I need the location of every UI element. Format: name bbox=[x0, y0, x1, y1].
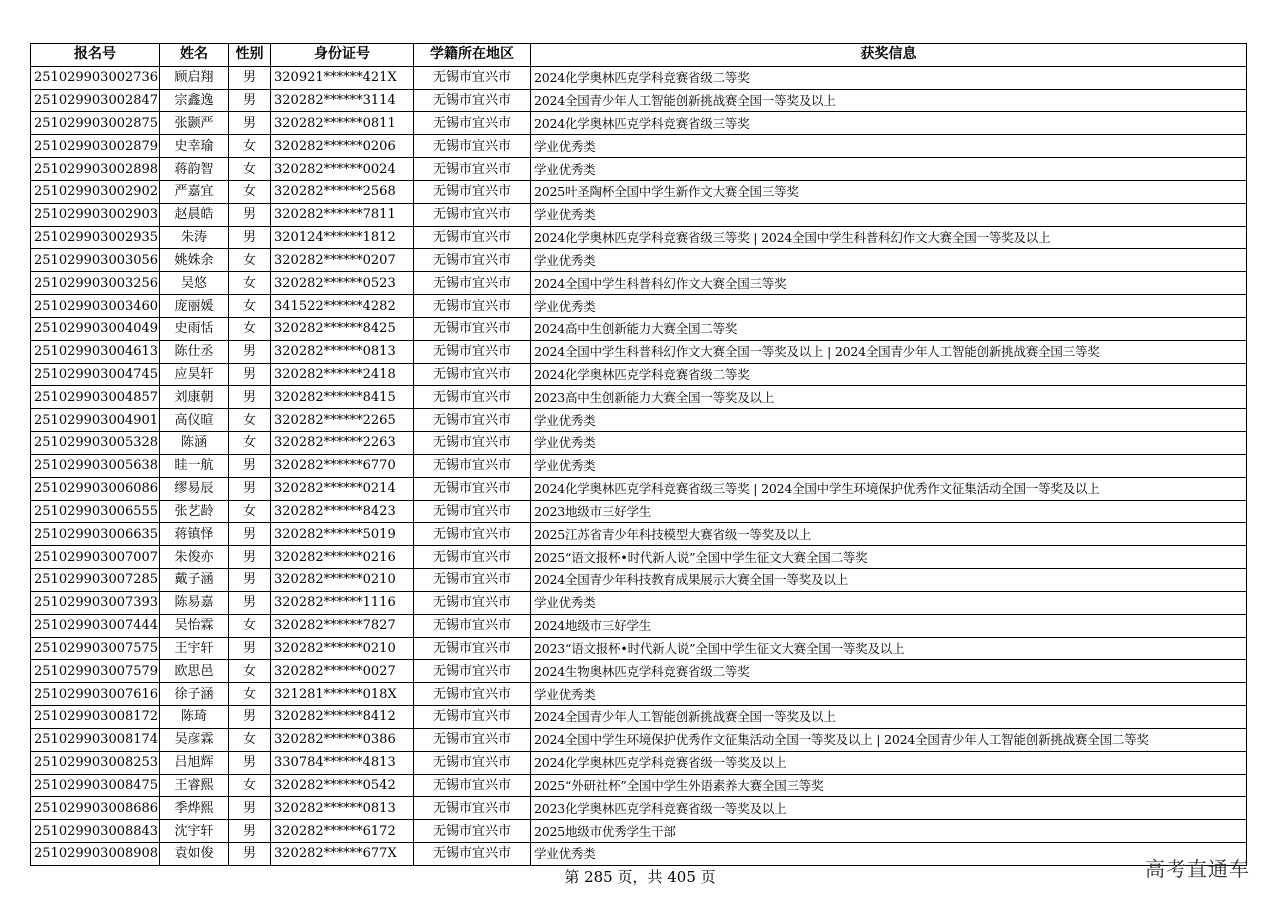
table-row bbox=[31, 272, 1247, 295]
cell-region: 无锡市宜兴市 bbox=[414, 637, 531, 660]
cell-gender: 女 bbox=[229, 500, 271, 523]
cell-award-info: 学业优秀类 bbox=[531, 249, 1247, 272]
cell-region: 无锡市宜兴市 bbox=[414, 66, 531, 89]
cell-region: 无锡市宜兴市 bbox=[414, 135, 531, 158]
cell-region: 无锡市宜兴市 bbox=[414, 89, 531, 112]
cell-registration-no: 251029903007575 bbox=[31, 637, 160, 660]
table-row bbox=[31, 591, 1247, 614]
cell-id-number: 320282******0216 bbox=[271, 546, 414, 569]
cell-id-number: 320282******1116 bbox=[271, 591, 414, 614]
cell-award-info: 2024化学奥林匹克学科竞赛省级三等奖 | 2024全国中学生环境保护优秀作文征集活动全国一等奖及以上 bbox=[531, 477, 1247, 500]
cell-gender: 男 bbox=[229, 842, 271, 865]
cell-gender: 女 bbox=[229, 614, 271, 637]
cell-gender: 男 bbox=[229, 569, 271, 592]
cell-id-number: 320282******0523 bbox=[271, 272, 414, 295]
cell-id-number: 320282******6172 bbox=[271, 820, 414, 843]
cell-region: 无锡市宜兴市 bbox=[414, 728, 531, 751]
table-row bbox=[31, 386, 1247, 409]
table-row bbox=[31, 797, 1247, 820]
cell-gender: 男 bbox=[229, 340, 271, 363]
cell-name: 沈宇轩 bbox=[160, 820, 229, 843]
cell-id-number: 320282******0210 bbox=[271, 637, 414, 660]
cell-id-number: 320282******0813 bbox=[271, 797, 414, 820]
cell-name: 吴彦霖 bbox=[160, 728, 229, 751]
cell-award-info: 学业优秀类 bbox=[531, 683, 1247, 706]
cell-id-number: 320282******0214 bbox=[271, 477, 414, 500]
table-row bbox=[31, 774, 1247, 797]
cell-registration-no: 251029903005638 bbox=[31, 454, 160, 477]
cell-gender: 男 bbox=[229, 797, 271, 820]
cell-id-number: 320282******0206 bbox=[271, 135, 414, 158]
cell-id-number: 320282******7827 bbox=[271, 614, 414, 637]
cell-id-number: 321281******018X bbox=[271, 683, 414, 706]
cell-registration-no: 251029903002879 bbox=[31, 135, 160, 158]
cell-registration-no: 251029903002902 bbox=[31, 180, 160, 203]
cell-gender: 男 bbox=[229, 751, 271, 774]
cell-registration-no: 251029903003460 bbox=[31, 295, 160, 318]
cell-registration-no: 251029903004613 bbox=[31, 340, 160, 363]
cell-id-number: 320282******0813 bbox=[271, 340, 414, 363]
cell-id-number: 320282******2418 bbox=[271, 363, 414, 386]
cell-region: 无锡市宜兴市 bbox=[414, 683, 531, 706]
cell-award-info: 2024高中生创新能力大赛全国二等奖 bbox=[531, 317, 1247, 340]
cell-region: 无锡市宜兴市 bbox=[414, 500, 531, 523]
header-award-info: 获奖信息 bbox=[531, 44, 1247, 67]
cell-id-number: 320282******0027 bbox=[271, 660, 414, 683]
cell-award-info: 2024全国青少年人工智能创新挑战赛全国一等奖及以上 bbox=[531, 706, 1247, 729]
table-row bbox=[31, 89, 1247, 112]
cell-registration-no: 251029903007007 bbox=[31, 546, 160, 569]
cell-award-info: 2023高中生创新能力大赛全国一等奖及以上 bbox=[531, 386, 1247, 409]
cell-registration-no: 251029903006555 bbox=[31, 500, 160, 523]
cell-registration-no: 251029903002736 bbox=[31, 66, 160, 89]
cell-award-info: 2025江苏省青少年科技模型大赛省级一等奖及以上 bbox=[531, 523, 1247, 546]
table-row bbox=[31, 614, 1247, 637]
table-row bbox=[31, 158, 1247, 181]
cell-award-info: 2024化学奥林匹克学科竞赛省级三等奖 | 2024全国中学生科普科幻作文大赛全国一等奖及以上 bbox=[531, 226, 1247, 249]
cell-award-info: 2024全国青少年科技教育成果展示大赛全国一等奖及以上 bbox=[531, 569, 1247, 592]
table-row bbox=[31, 842, 1247, 865]
cell-award-info: 学业优秀类 bbox=[531, 591, 1247, 614]
cell-gender: 女 bbox=[229, 295, 271, 318]
cell-gender: 女 bbox=[229, 272, 271, 295]
cell-id-number: 320282******0542 bbox=[271, 774, 414, 797]
cell-id-number: 320282******0024 bbox=[271, 158, 414, 181]
cell-name: 庞丽媛 bbox=[160, 295, 229, 318]
table-header-row bbox=[31, 44, 1247, 67]
cell-gender: 女 bbox=[229, 683, 271, 706]
table-row bbox=[31, 454, 1247, 477]
cell-award-info: 学业优秀类 bbox=[531, 135, 1247, 158]
cell-gender: 女 bbox=[229, 317, 271, 340]
cell-award-info: 2023化学奥林匹克学科竞赛省级一等奖及以上 bbox=[531, 797, 1247, 820]
cell-award-info: 学业优秀类 bbox=[531, 842, 1247, 865]
cell-gender: 男 bbox=[229, 226, 271, 249]
table-row bbox=[31, 820, 1247, 843]
cell-award-info: 学业优秀类 bbox=[531, 158, 1247, 181]
cell-name: 缪易辰 bbox=[160, 477, 229, 500]
cell-gender: 男 bbox=[229, 363, 271, 386]
cell-registration-no: 251029903002935 bbox=[31, 226, 160, 249]
cell-name: 吴悠 bbox=[160, 272, 229, 295]
header-name: 姓名 bbox=[160, 44, 229, 67]
cell-gender: 男 bbox=[229, 454, 271, 477]
cell-award-info: 2024全国中学生科普科幻作文大赛全国一等奖及以上 | 2024全国青少年人工智能创新挑战赛全国三等奖 bbox=[531, 340, 1247, 363]
cell-id-number: 320282******8415 bbox=[271, 386, 414, 409]
cell-region: 无锡市宜兴市 bbox=[414, 295, 531, 318]
cell-registration-no: 251029903008908 bbox=[31, 842, 160, 865]
cell-registration-no: 251029903008843 bbox=[31, 820, 160, 843]
cell-name: 严嘉宜 bbox=[160, 180, 229, 203]
cell-name: 吴怡霖 bbox=[160, 614, 229, 637]
cell-region: 无锡市宜兴市 bbox=[414, 454, 531, 477]
cell-region: 无锡市宜兴市 bbox=[414, 706, 531, 729]
cell-name: 陈仕丞 bbox=[160, 340, 229, 363]
header-id-number: 身份证号 bbox=[271, 44, 414, 67]
cell-registration-no: 251029903008172 bbox=[31, 706, 160, 729]
watermark: 高考直通车 bbox=[1145, 857, 1250, 881]
cell-name: 王睿熙 bbox=[160, 774, 229, 797]
cell-award-info: 2023地级市三好学生 bbox=[531, 500, 1247, 523]
cell-gender: 男 bbox=[229, 591, 271, 614]
cell-gender: 女 bbox=[229, 409, 271, 432]
cell-name: 张艺龄 bbox=[160, 500, 229, 523]
cell-id-number: 320282******7811 bbox=[271, 203, 414, 226]
cell-name: 刘康朝 bbox=[160, 386, 229, 409]
cell-registration-no: 251029903007616 bbox=[31, 683, 160, 706]
cell-gender: 男 bbox=[229, 66, 271, 89]
cell-region: 无锡市宜兴市 bbox=[414, 363, 531, 386]
cell-registration-no: 251029903008174 bbox=[31, 728, 160, 751]
cell-id-number: 320282******0811 bbox=[271, 112, 414, 135]
cell-name: 应昊轩 bbox=[160, 363, 229, 386]
cell-registration-no: 251029903006086 bbox=[31, 477, 160, 500]
table-row bbox=[31, 546, 1247, 569]
cell-gender: 男 bbox=[229, 637, 271, 660]
cell-region: 无锡市宜兴市 bbox=[414, 226, 531, 249]
cell-name: 欧思邑 bbox=[160, 660, 229, 683]
cell-name: 张颢严 bbox=[160, 112, 229, 135]
cell-gender: 女 bbox=[229, 249, 271, 272]
table-body bbox=[31, 66, 1247, 865]
cell-registration-no: 251029903002847 bbox=[31, 89, 160, 112]
table-row bbox=[31, 751, 1247, 774]
cell-award-info: 学业优秀类 bbox=[531, 409, 1247, 432]
cell-gender: 男 bbox=[229, 386, 271, 409]
cell-gender: 女 bbox=[229, 135, 271, 158]
cell-region: 无锡市宜兴市 bbox=[414, 317, 531, 340]
cell-registration-no: 251029903006635 bbox=[31, 523, 160, 546]
cell-name: 姚姝余 bbox=[160, 249, 229, 272]
cell-gender: 男 bbox=[229, 89, 271, 112]
cell-region: 无锡市宜兴市 bbox=[414, 272, 531, 295]
cell-id-number: 320282******3114 bbox=[271, 89, 414, 112]
cell-region: 无锡市宜兴市 bbox=[414, 203, 531, 226]
table-row bbox=[31, 409, 1247, 432]
cell-gender: 男 bbox=[229, 706, 271, 729]
cell-region: 无锡市宜兴市 bbox=[414, 158, 531, 181]
cell-name: 朱俊亦 bbox=[160, 546, 229, 569]
cell-registration-no: 251029903004049 bbox=[31, 317, 160, 340]
cell-name: 陈琦 bbox=[160, 706, 229, 729]
cell-region: 无锡市宜兴市 bbox=[414, 751, 531, 774]
cell-name: 吕旭辉 bbox=[160, 751, 229, 774]
cell-award-info: 2024化学奥林匹克学科竞赛省级一等奖及以上 bbox=[531, 751, 1247, 774]
cell-award-info: 2024地级市三好学生 bbox=[531, 614, 1247, 637]
cell-registration-no: 251029903007579 bbox=[31, 660, 160, 683]
header-registration-no: 报名号 bbox=[31, 44, 160, 67]
cell-region: 无锡市宜兴市 bbox=[414, 797, 531, 820]
table-row bbox=[31, 363, 1247, 386]
cell-registration-no: 251029903007444 bbox=[31, 614, 160, 637]
cell-region: 无锡市宜兴市 bbox=[414, 477, 531, 500]
cell-id-number: 320282******677X bbox=[271, 842, 414, 865]
cell-id-number: 330784******4813 bbox=[271, 751, 414, 774]
table-row bbox=[31, 683, 1247, 706]
cell-gender: 男 bbox=[229, 523, 271, 546]
cell-award-info: 学业优秀类 bbox=[531, 203, 1247, 226]
cell-gender: 男 bbox=[229, 112, 271, 135]
cell-region: 无锡市宜兴市 bbox=[414, 112, 531, 135]
cell-name: 蒋韵智 bbox=[160, 158, 229, 181]
cell-name: 宗鑫逸 bbox=[160, 89, 229, 112]
cell-region: 无锡市宜兴市 bbox=[414, 180, 531, 203]
cell-id-number: 320124******1812 bbox=[271, 226, 414, 249]
table-row bbox=[31, 477, 1247, 500]
cell-gender: 女 bbox=[229, 180, 271, 203]
table-row bbox=[31, 295, 1247, 318]
cell-name: 季烨熙 bbox=[160, 797, 229, 820]
cell-award-info: 2024化学奥林匹克学科竞赛省级三等奖 bbox=[531, 112, 1247, 135]
cell-registration-no: 251029903003056 bbox=[31, 249, 160, 272]
header-region: 学籍所在地区 bbox=[414, 44, 531, 67]
cell-name: 眭一航 bbox=[160, 454, 229, 477]
cell-id-number: 320282******5019 bbox=[271, 523, 414, 546]
cell-registration-no: 251029903002898 bbox=[31, 158, 160, 181]
table-row bbox=[31, 432, 1247, 455]
table-row bbox=[31, 66, 1247, 89]
cell-name: 顾启翔 bbox=[160, 66, 229, 89]
cell-award-info: 2023“语文报杯•时代新人说”全国中学生征文大赛全国一等奖及以上 bbox=[531, 637, 1247, 660]
cell-award-info: 2024全国中学生科普科幻作文大赛全国三等奖 bbox=[531, 272, 1247, 295]
cell-name: 戴子涵 bbox=[160, 569, 229, 592]
cell-registration-no: 251029903004745 bbox=[31, 363, 160, 386]
table-row bbox=[31, 660, 1247, 683]
cell-gender: 女 bbox=[229, 660, 271, 683]
cell-award-info: 2024化学奥林匹克学科竞赛省级二等奖 bbox=[531, 363, 1247, 386]
cell-name: 陈易嘉 bbox=[160, 591, 229, 614]
cell-name: 蒋镇怿 bbox=[160, 523, 229, 546]
cell-award-info: 2025“外研社杯”全国中学生外语素养大赛全国三等奖 bbox=[531, 774, 1247, 797]
cell-gender: 女 bbox=[229, 432, 271, 455]
cell-region: 无锡市宜兴市 bbox=[414, 591, 531, 614]
cell-name: 高仪暄 bbox=[160, 409, 229, 432]
cell-registration-no: 251029903004901 bbox=[31, 409, 160, 432]
cell-registration-no: 251029903004857 bbox=[31, 386, 160, 409]
cell-id-number: 320282******0210 bbox=[271, 569, 414, 592]
cell-registration-no: 251029903008475 bbox=[31, 774, 160, 797]
table-row bbox=[31, 637, 1247, 660]
cell-id-number: 320921******421X bbox=[271, 66, 414, 89]
cell-registration-no: 251029903008253 bbox=[31, 751, 160, 774]
cell-id-number: 320282******2263 bbox=[271, 432, 414, 455]
cell-id-number: 320282******0207 bbox=[271, 249, 414, 272]
cell-name: 徐子涵 bbox=[160, 683, 229, 706]
cell-id-number: 320282******2568 bbox=[271, 180, 414, 203]
cell-gender: 女 bbox=[229, 774, 271, 797]
cell-award-info: 2025地级市优秀学生干部 bbox=[531, 820, 1247, 843]
cell-award-info: 2025“语文报杯•时代新人说”全国中学生征文大赛全国二等奖 bbox=[531, 546, 1247, 569]
cell-registration-no: 251029903007285 bbox=[31, 569, 160, 592]
cell-name: 赵晨皓 bbox=[160, 203, 229, 226]
table-row bbox=[31, 728, 1247, 751]
cell-region: 无锡市宜兴市 bbox=[414, 249, 531, 272]
cell-name: 史雨恬 bbox=[160, 317, 229, 340]
table-row bbox=[31, 249, 1247, 272]
cell-registration-no: 251029903007393 bbox=[31, 591, 160, 614]
cell-award-info: 2024全国中学生环境保护优秀作文征集活动全国一等奖及以上 | 2024全国青少年人工智能创新挑战赛全国二等奖 bbox=[531, 728, 1247, 751]
cell-award-info: 2024全国青少年人工智能创新挑战赛全国一等奖及以上 bbox=[531, 89, 1247, 112]
cell-id-number: 320282******2265 bbox=[271, 409, 414, 432]
table-row bbox=[31, 340, 1247, 363]
cell-id-number: 320282******8423 bbox=[271, 500, 414, 523]
header-gender: 性别 bbox=[229, 44, 271, 67]
cell-award-info: 学业优秀类 bbox=[531, 432, 1247, 455]
cell-registration-no: 251029903002903 bbox=[31, 203, 160, 226]
cell-region: 无锡市宜兴市 bbox=[414, 340, 531, 363]
table-row bbox=[31, 180, 1247, 203]
cell-gender: 男 bbox=[229, 546, 271, 569]
award-list-table bbox=[30, 43, 1247, 866]
cell-award-info: 学业优秀类 bbox=[531, 295, 1247, 318]
cell-gender: 女 bbox=[229, 728, 271, 751]
cell-gender: 男 bbox=[229, 203, 271, 226]
table-row bbox=[31, 523, 1247, 546]
page-number: 第 285 页，共 405 页 bbox=[564, 868, 716, 886]
cell-name: 王宇轩 bbox=[160, 637, 229, 660]
cell-award-info: 2024生物奥林匹克学科竞赛省级二等奖 bbox=[531, 660, 1247, 683]
cell-region: 无锡市宜兴市 bbox=[414, 820, 531, 843]
cell-id-number: 341522******4282 bbox=[271, 295, 414, 318]
cell-region: 无锡市宜兴市 bbox=[414, 614, 531, 637]
cell-region: 无锡市宜兴市 bbox=[414, 546, 531, 569]
cell-id-number: 320282******8425 bbox=[271, 317, 414, 340]
table-row bbox=[31, 317, 1247, 340]
table-row bbox=[31, 569, 1247, 592]
cell-region: 无锡市宜兴市 bbox=[414, 660, 531, 683]
cell-region: 无锡市宜兴市 bbox=[414, 523, 531, 546]
table-row bbox=[31, 135, 1247, 158]
cell-gender: 男 bbox=[229, 820, 271, 843]
table-row bbox=[31, 112, 1247, 135]
cell-registration-no: 251029903005328 bbox=[31, 432, 160, 455]
cell-gender: 男 bbox=[229, 477, 271, 500]
cell-region: 无锡市宜兴市 bbox=[414, 569, 531, 592]
cell-registration-no: 251029903008686 bbox=[31, 797, 160, 820]
cell-name: 史幸瑜 bbox=[160, 135, 229, 158]
cell-registration-no: 251029903002875 bbox=[31, 112, 160, 135]
cell-region: 无锡市宜兴市 bbox=[414, 432, 531, 455]
cell-region: 无锡市宜兴市 bbox=[414, 774, 531, 797]
cell-award-info: 2025叶圣陶杯全国中学生新作文大赛全国三等奖 bbox=[531, 180, 1247, 203]
table-row bbox=[31, 226, 1247, 249]
table-row bbox=[31, 203, 1247, 226]
cell-region: 无锡市宜兴市 bbox=[414, 842, 531, 865]
cell-region: 无锡市宜兴市 bbox=[414, 386, 531, 409]
cell-id-number: 320282******6770 bbox=[271, 454, 414, 477]
table-row bbox=[31, 706, 1247, 729]
cell-registration-no: 251029903003256 bbox=[31, 272, 160, 295]
cell-award-info: 2024化学奥林匹克学科竞赛省级二等奖 bbox=[531, 66, 1247, 89]
cell-id-number: 320282******8412 bbox=[271, 706, 414, 729]
cell-name: 袁如俊 bbox=[160, 842, 229, 865]
cell-region: 无锡市宜兴市 bbox=[414, 409, 531, 432]
cell-name: 陈涵 bbox=[160, 432, 229, 455]
cell-name: 朱涛 bbox=[160, 226, 229, 249]
cell-id-number: 320282******0386 bbox=[271, 728, 414, 751]
cell-gender: 女 bbox=[229, 158, 271, 181]
cell-award-info: 学业优秀类 bbox=[531, 454, 1247, 477]
table-row bbox=[31, 500, 1247, 523]
